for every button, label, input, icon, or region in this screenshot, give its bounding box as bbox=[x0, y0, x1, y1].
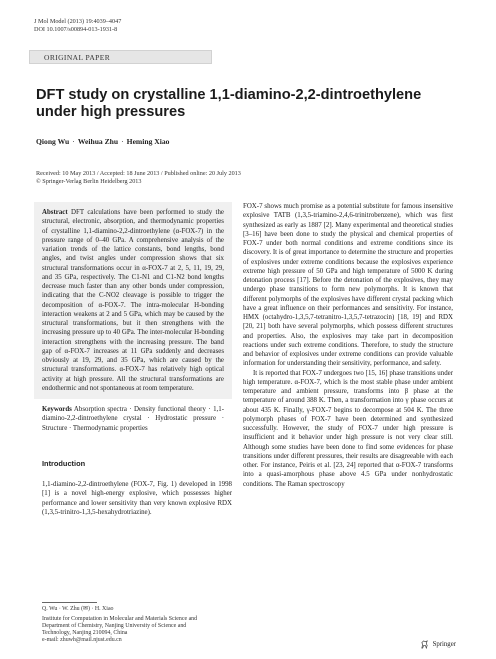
left-column bbox=[36, 202, 232, 517]
author-name: Qiong Wu bbox=[36, 137, 70, 146]
affiliation-line: Institute for Computation in Molecular and Materials Science and bbox=[42, 616, 198, 623]
keywords-box bbox=[36, 399, 232, 433]
paper-type-banner: ORIGINAL PAPER bbox=[29, 50, 212, 64]
body-paragraph: It is reported that FOX-7 undergoes two [15, 16] phase transitions under high temperature. α-FOX-7, which is the most stable phase under ambient temperature and ambient pressure, transforms into β phase at the temperature of around 388 K. Then, a transformation into γ phase occurs at about 435 K. Finally, γ-FOX-7 begins to decompose at 504 K. The three polymorph phases of FOX-7 have been determined and synthesized successfully. However, the study of FOX-7 under high pressure is insufficient and it behavior under high pressure is not very clear still. Although some studies have been done to find some evidences for phase transitions under different pressures, their results are disagreeable with each other. For instance, Peiris et al. [23, 24] reported that α-FOX-7 transforms into a quasi-amorphous phase above 4.5 GPa under nonhydrostatic conditions. The Raman spectroscopy bbox=[243, 369, 453, 488]
journal-meta bbox=[34, 18, 121, 34]
abstract-heading: Abstract bbox=[42, 209, 68, 216]
abstract-text: DFT calculations have been performed to study the structural, electronic, absorption, and thermodynamic properties of crystalline 1,1-diamino-2,2-dintroethylene (α-FOX-7) in the pressure range of 0–40 GPa. A comprehensive analysis of the variation trends of the lattice constants, bond lengths, bond angles, and twist angles under compression shows that six structural transformations occur in α-FOX-7 at 2, 5, 11, 19, 29, and 35 GPa, respectively. The C1-N1 and C1-N2 bond lengths decrease much faster than any other bonds under compression, indicating that the C-NO2 cleavage is possible to trigger the decomposition of α-FOX-7. The intra-molecular H-bonding interaction weakens at 2 and 5 GPa, which may be caused by the structural transformations, but it then strengthens with the increasing pressure up to 40 GPa. The inter-molecular H-bonding interaction strengthens with the increasing pressure. The band gap of α-FOX-7 increases at 11 GPa suddenly and decreases obviously at 19, 29, and 35 GPa, which are caused by the structural transformations. α-FOX-7 has relatively high optical activity at high pressure. All the structural transformations are endothermic and not spontaneous at room temperature. bbox=[42, 209, 224, 392]
keywords-heading: Keywords bbox=[42, 406, 72, 413]
right-column bbox=[243, 202, 453, 489]
footnote-divider bbox=[42, 602, 97, 603]
introduction-heading: Introduction bbox=[42, 458, 86, 468]
body-paragraph: FOX-7 shows much promise as a potential substitute for famous insensitive explosive TATB (1,3,5-triamino-2,4,6-trinitrobenzene), which was first synthesized as early as 1887 [2]. Many experimental and theoretical studies [3–16] have been done to study the physical and chemical properties of FOX-7 under both normal conditions and extreme conditions since its discovery. It is of great importance to determine the structure and properties of explosives under extreme conditions because the explosives experience extreme high pressure of 50 GPa and high temperature of 5000 K during detonation process [17]. Before the detonation of the explosives, they may undergo phase transitions to form new polymorphs. It is known that different polymorphs of the explosives have different crystal packing which have a great influence on their performances and sensitivity. For instance, HMX (octahydro-1,3,5,7-tetranitro-1,3,5,7-tetrazocin) [18, 19] and RDX [20, 21] both have several polymorphs, which possess different structures and properties. Also, the explosives may take part in decomposition reactions under such extreme conditions. Therefore, to study the structure and behavior of explosives under extreme conditions can provide valuable information for understanding their sensitivity, performance, and safety. bbox=[243, 203, 453, 368]
received-accepted-dates: Received: 10 May 2013 / Accepted: 18 June 2013 / Published online: 20 July 2013 bbox=[36, 170, 241, 177]
author-separator: · bbox=[121, 137, 124, 146]
abstract-paragraph bbox=[42, 208, 224, 393]
author-list bbox=[36, 137, 169, 146]
springer-horse-icon bbox=[420, 640, 429, 649]
journal-citation: J Mol Model (2013) 19:4039–4047 bbox=[34, 18, 122, 25]
keywords-text: Absorption spectra · Density functional theory · 1,1-diamino-2,2-dintroethylene crystal · Hydrostatic pressure · Structure · Thermodynamic properties bbox=[42, 406, 224, 432]
keywords-paragraph bbox=[42, 405, 224, 433]
author-affiliation-footnote bbox=[42, 606, 232, 644]
author-name: Heming Xiao bbox=[126, 137, 170, 146]
footnote-authors: Q. Wu · W. Zhu (✉) · H. Xiao bbox=[42, 606, 114, 612]
email-line: e-mail: zhuwh@mail.njust.edu.cn bbox=[42, 637, 122, 644]
publication-dates bbox=[36, 170, 241, 185]
author-separator: · bbox=[72, 137, 75, 146]
paper-title: DFT study on crystalline 1,1-diamino-2,2-dintroethylene under high pressures bbox=[36, 87, 422, 120]
affiliation-line: Department of Chemistry, Nanjing University of Science and bbox=[42, 623, 187, 630]
abstract-box bbox=[34, 202, 232, 399]
copyright-line: © Springer-Verlag Berlin Heidelberg 2013 bbox=[36, 177, 142, 185]
publisher-logo bbox=[420, 640, 456, 649]
journal-doi: DOI 10.1007/s00894-013-1931-8 bbox=[34, 26, 118, 33]
affiliation-line: Technology, Nanjing 210094, China bbox=[42, 630, 128, 637]
publisher-name: Springer bbox=[432, 641, 456, 648]
author-name: Weihua Zhu bbox=[77, 137, 119, 146]
introduction-text: 1,1-diamino-2,2-dintroethylene (FOX-7, Fig. 1) developed in 1998 [1] is a novel high-energy explosive, which possesses higher performance and lower sensitivity than very known explosive RDX (1,3,5-trinitro-1,3,5-hexahydrotriazine). bbox=[42, 481, 232, 516]
